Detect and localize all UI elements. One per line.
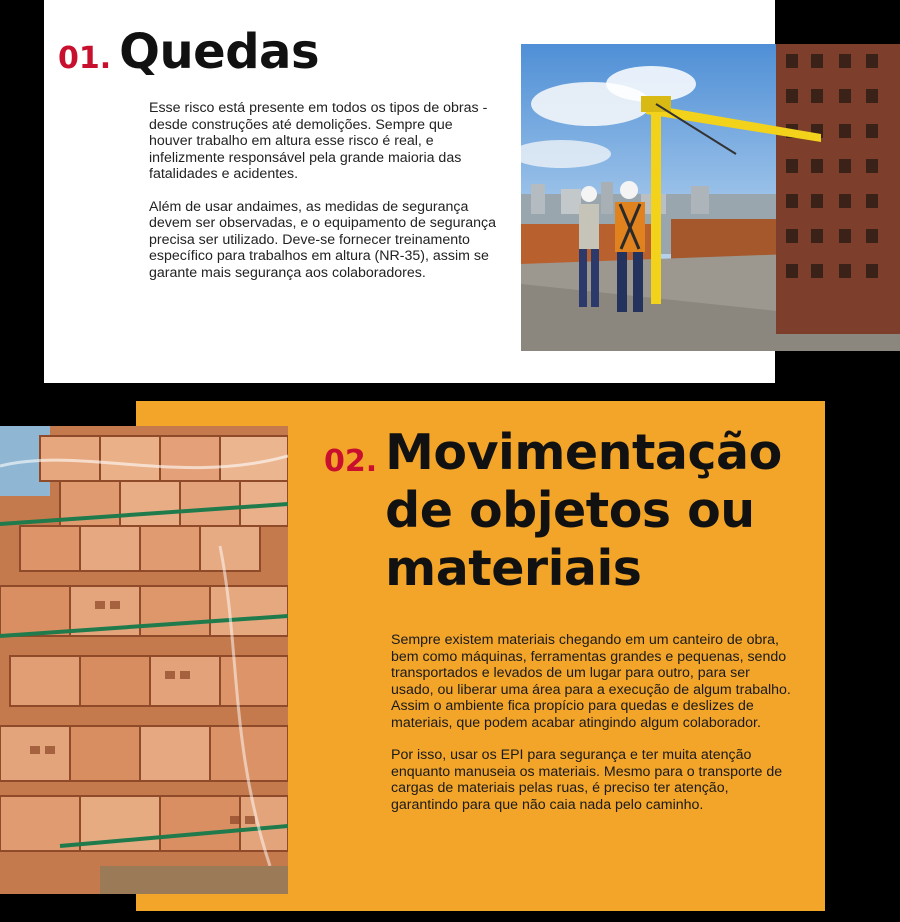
section-number: 02. [324, 444, 378, 479]
section-heading: Movimentação de objetos ou materiais [385, 424, 782, 597]
paragraph: Esse risco está presente em todos os tipos de obras - desde construções até demolições. Sempre que houver trabalho em altura esse risco é real, e infelizmente responsável pela grande maioria das fatalidades e acidentes. [149, 100, 488, 182]
section-heading: Quedas [119, 24, 320, 80]
section-body-movimentacao [391, 632, 791, 829]
paragraph: Sempre existem materiais chegando em um canteiro de obra, bem como máquinas, ferramentas grandes e pequenas, sendo transportados e levados de um lugar para outro, para ser usado, ou liberar uma área para a execução de algum trabalho. Assim o ambiente fica propício para quedas e deslizes de materiais, que podem acabar atingindo algum colaborador. [391, 632, 791, 731]
construction-workers-photo [521, 44, 900, 351]
section-number: 01. [58, 41, 112, 76]
section-title-movimentacao [324, 424, 805, 598]
paragraph: Por isso, usar os EPI para segurança e ter muita atenção enquanto manuseia os materiais. Mesmo para o transporte de cargas de materiais pelas ruas, é preciso ter atenção, garantindo para que não caia nada pelo caminho. [391, 747, 783, 813]
section-body-quedas [149, 100, 499, 297]
brick-pallet-photo [0, 426, 288, 894]
section-title-quedas [58, 24, 319, 80]
paragraph: Além de usar andaimes, as medidas de segurança devem ser observadas, e o equipamento de segurança precisa ser utilizado. Deve-se fornecer treinamento específico para trabalhos em altura (NR-35), assim se garante mais segurança aos colaboradores. [149, 198, 497, 281]
